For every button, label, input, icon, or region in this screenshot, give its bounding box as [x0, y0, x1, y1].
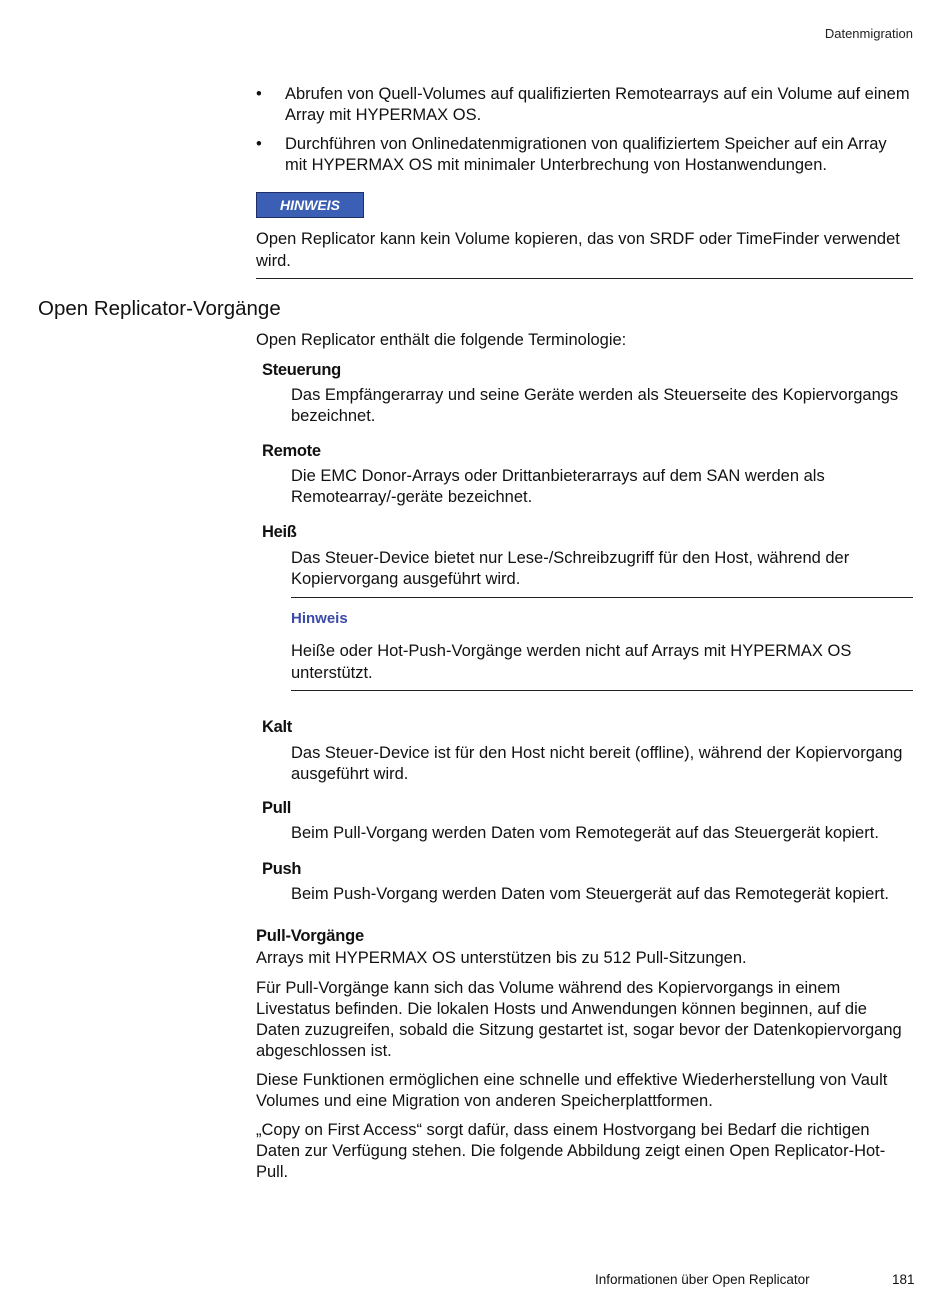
paragraph: Arrays mit HYPERMAX OS unterstützen bis zu 512 Pull-Sitzungen. — [256, 949, 747, 967]
term-pull: Pull — [262, 799, 292, 817]
definition-push: Beim Push-Vorgang werden Daten vom Steuergerät auf das Remotegerät kopiert. — [291, 885, 889, 903]
bullet-list — [256, 84, 913, 184]
bullet-text: Abrufen von Quell-Volumes auf qualifizierten Remotearrays auf ein Volume auf einem Array mit HYPERMAX OS. — [285, 85, 910, 124]
term-kalt: Kalt — [262, 718, 292, 736]
list-item — [256, 84, 913, 126]
section-intro: Open Replicator enthält die folgende Terminologie: — [256, 331, 627, 349]
list-item — [256, 134, 913, 176]
pull-section-heading: Pull-Vorgänge — [256, 927, 365, 945]
bullet-icon: • — [256, 85, 262, 103]
paragraph: Für Pull-Vorgänge kann sich das Volume während des Kopiervorgangs in einem Livestatus befinden. Die lokalen Hosts und Anwendungen können beginnen, auf die Daten zuzugreifen, sobald die Sitzung gestartet ist, sogar bevor der Datenkopiervorgang abgeschlossen ist. — [256, 979, 902, 1060]
page-number: 181 — [892, 1272, 915, 1287]
term-heiss: Heiß — [262, 523, 297, 541]
inner-note-label: Hinweis — [291, 610, 348, 627]
section-title: Open Replicator-Vorgänge — [38, 297, 281, 320]
footer-chapter: Informationen über Open Replicator — [595, 1272, 810, 1287]
term-remote: Remote — [262, 442, 321, 460]
definition-steuerung: Das Empfängerarray und seine Geräte werden als Steuerseite des Kopiervorgangs bezeichnet. — [291, 386, 899, 425]
definition-heiss: Das Steuer-Device bietet nur Lese-/Schreibzugriff für den Host, während der Kopiervorgang ausgeführt wird. — [291, 549, 850, 588]
paragraph: Diese Funktionen ermöglichen eine schnelle und effektive Wiederherstellung von Vault Volumes und eine Migration von anderen Speicherplattformen. — [256, 1071, 888, 1110]
note-badge: HINWEIS — [256, 192, 364, 218]
bullet-text: Durchführen von Onlinedatenmigrationen von qualifiziertem Speicher auf ein Array mit HYPERMAX OS mit minimaler Unterbrechung von Hostanwendungen. — [285, 135, 887, 174]
definition-pull: Beim Pull-Vorgang werden Daten vom Remotegerät auf das Steuergerät kopiert. — [291, 824, 879, 842]
term-steuerung: Steuerung — [262, 361, 341, 379]
running-header: Datenmigration — [824, 26, 913, 41]
definition-remote: Die EMC Donor-Arrays oder Drittanbieterarrays auf dem SAN werden als Remotearray/-geräte bezeichnet. — [291, 467, 825, 506]
inner-note-text: Heiße oder Hot-Push-Vorgänge werden nicht auf Arrays mit HYPERMAX OS unterstützt. — [291, 642, 852, 682]
note-text: Open Replicator kann kein Volume kopieren, das von SRDF oder TimeFinder verwendet wird. — [256, 228, 913, 279]
definition-kalt: Das Steuer-Device ist für den Host nicht bereit (offline), während der Kopiervorgang ausgeführt wird. — [291, 744, 903, 783]
paragraph: „Copy on First Access“ sorgt dafür, dass einem Hostvorgang bei Bedarf die richtigen Daten zur Verfügung stehen. Die folgende Abbildung zeigt einen Open Replicator-Hot-Pull. — [256, 1121, 886, 1181]
term-push: Push — [262, 860, 302, 878]
inner-note — [291, 597, 913, 691]
bullet-icon: • — [256, 135, 262, 153]
